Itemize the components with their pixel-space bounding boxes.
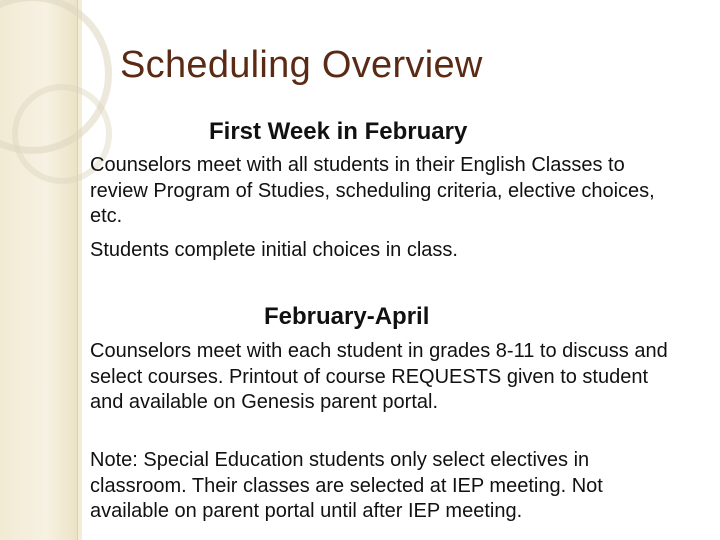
bullet-item [72,238,672,264]
section-heading-february-april: February-April [264,303,430,330]
bullet-item [72,339,672,416]
section-heading-first-week: First Week in February [209,118,468,145]
bullet-text: Counselors meet with all students in their English Classes to review Program of Studies, scheduling criteria, elective choices, etc. [90,154,655,227]
bullet-item [72,448,672,525]
bullet-text: Students complete initial choices in class. [90,239,458,261]
bullet-item [72,153,672,230]
slide-title: Scheduling Overview [120,44,483,86]
bullet-text: Note: Special Education students only select electives in classroom. Their classes are selected at IEP meeting. Not available on parent portal until after IEP meeting. [90,449,603,522]
bullet-text: Counselors meet with each student in grades 8-11 to discuss and select courses. Printout of course REQUESTS given to student and available on Genesis parent portal. [90,340,668,413]
